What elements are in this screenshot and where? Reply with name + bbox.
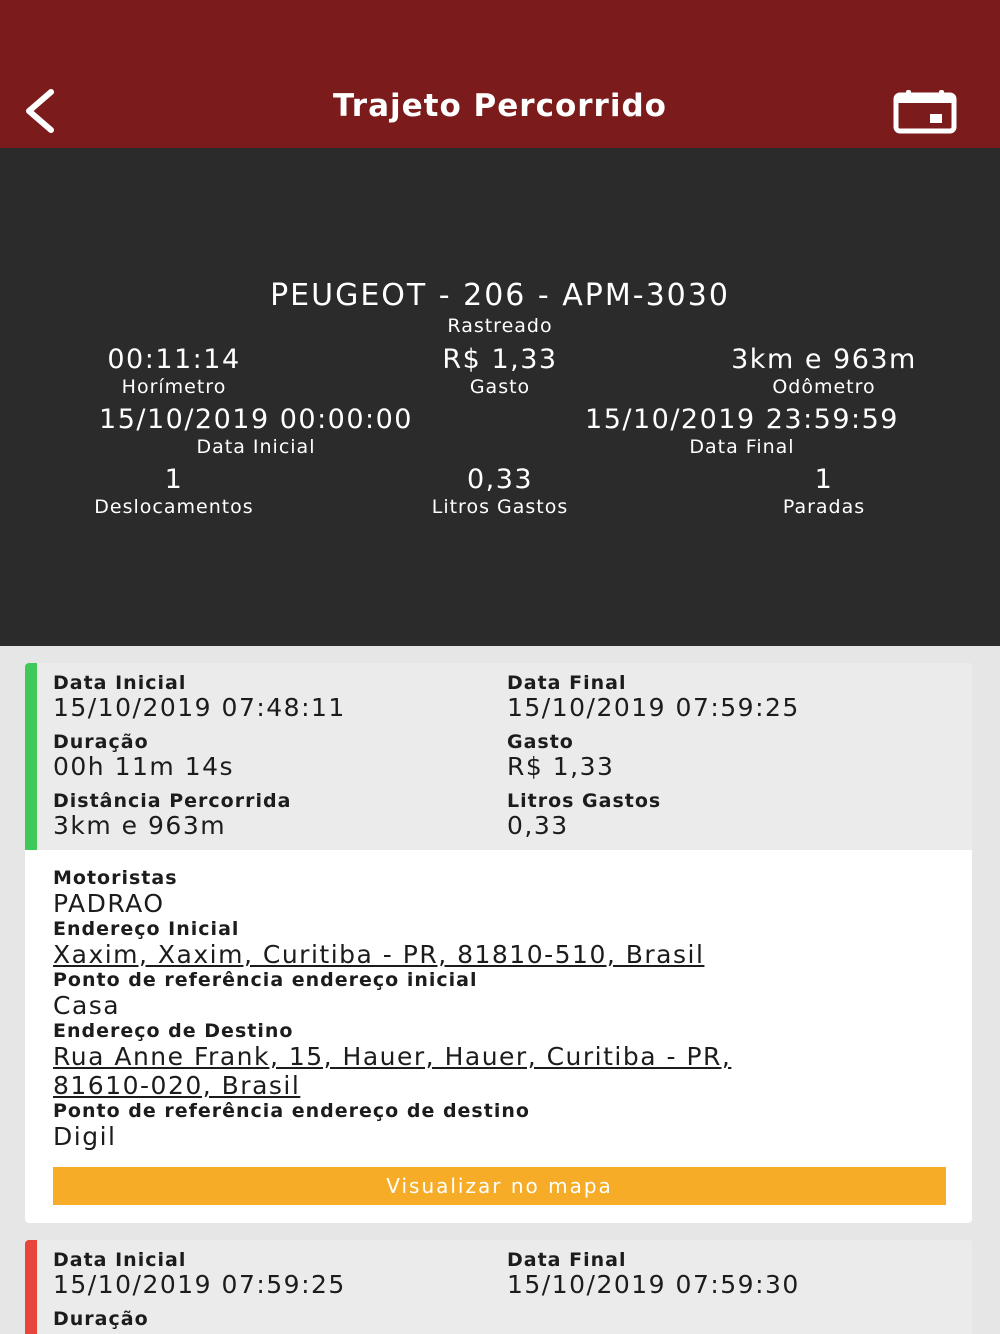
trip-distancia (53, 790, 291, 840)
trip-gasto (507, 731, 614, 781)
stat-litros (350, 464, 650, 518)
stat-data-final (542, 404, 942, 458)
field-label: Motoristas (53, 867, 178, 889)
stat-value: 15/10/2019 23:59:59 (585, 404, 899, 435)
endereco-destino-link[interactable]: 81610-020, Brasil (53, 1071, 301, 1100)
stat-deslocamentos (24, 464, 324, 518)
vehicle-status: Rastreado (447, 315, 553, 337)
field-value: 15/10/2019 07:48:11 (53, 693, 346, 722)
trip-endereco-destino (53, 1020, 731, 1100)
app-header (0, 0, 1000, 148)
field-label: Duração (53, 1308, 149, 1330)
stat-horimetro (24, 344, 324, 398)
stat-value: 15/10/2019 00:00:00 (99, 404, 413, 435)
field-value: 15/10/2019 07:59:25 (53, 1270, 346, 1299)
stat-odometro (674, 344, 974, 398)
trip-card-summary (25, 663, 972, 850)
trip-status-stripe (25, 1240, 37, 1334)
trip-motoristas (53, 867, 178, 918)
trip-endereco-inicial (53, 918, 704, 969)
trip-ref-destino (53, 1100, 530, 1151)
stat-value: 1 (814, 464, 834, 495)
field-value: 15/10/2019 07:59:30 (507, 1270, 800, 1299)
stat-label: Odômetro (772, 376, 876, 398)
calendar-button[interactable] (888, 86, 962, 138)
field-label: Data Inicial (53, 1249, 187, 1271)
stat-label: Data Final (689, 436, 795, 458)
trip-ref-inicial (53, 969, 478, 1020)
trip-data-inicial (53, 672, 346, 722)
stat-label: Data Inicial (196, 436, 316, 458)
trip-card[interactable] (25, 1240, 972, 1334)
trip-litros (507, 790, 661, 840)
field-label: Data Inicial (53, 672, 187, 694)
stat-paradas (674, 464, 974, 518)
field-label: Data Final (507, 1249, 627, 1271)
field-value: 0,33 (507, 811, 569, 840)
field-label: Data Final (507, 672, 627, 694)
calendar-icon (892, 89, 958, 135)
field-label: Duração (53, 731, 149, 753)
stat-value: 1 (164, 464, 184, 495)
field-label: Endereço Inicial (53, 918, 240, 940)
trip-duracao (53, 1308, 149, 1330)
stat-value: 0,33 (466, 464, 534, 495)
field-value: Casa (53, 991, 121, 1020)
page-title: Trajeto Percorrido (333, 88, 667, 124)
field-value: PADRAO (53, 889, 165, 918)
field-label: Ponto de referência endereço inicial (53, 969, 478, 991)
stat-gasto (350, 344, 650, 398)
field-label: Endereço de Destino (53, 1020, 294, 1042)
field-label: Ponto de referência endereço de destino (53, 1100, 530, 1122)
vehicle-title: PEUGEOT - 206 - APM-3030 (270, 278, 730, 313)
stat-label: Gasto (469, 376, 531, 398)
summary-panel (0, 148, 1000, 646)
field-value: Digil (53, 1122, 117, 1151)
field-value: 15/10/2019 07:59:25 (507, 693, 800, 722)
trip-data-final (507, 672, 800, 722)
stat-data-inicial (56, 404, 456, 458)
stat-value: R$ 1,33 (442, 344, 558, 375)
stat-label: Horímetro (121, 376, 227, 398)
trip-card-summary (25, 1240, 972, 1334)
trip-status-stripe (25, 663, 37, 850)
field-value: 3km e 963m (53, 811, 227, 840)
field-label: Gasto (507, 731, 574, 753)
trip-data-inicial (53, 1249, 346, 1299)
stat-label: Deslocamentos (94, 496, 254, 518)
trip-data-final (507, 1249, 800, 1299)
endereco-inicial-link[interactable]: Xaxim, Xaxim, Curitiba - PR, 81810-510, Brasil (53, 940, 705, 969)
stat-label: Paradas (782, 496, 866, 518)
field-value: 00h 11m 14s (53, 752, 235, 781)
view-on-map-button[interactable]: Visualizar no mapa (53, 1167, 946, 1205)
field-value: R$ 1,33 (507, 752, 615, 781)
field-label: Litros Gastos (507, 790, 662, 812)
field-label: Distância Percorrida (53, 790, 292, 812)
stat-label: Litros Gastos (431, 496, 569, 518)
endereco-destino-link[interactable]: Rua Anne Frank, 15, Hauer, Hauer, Curitiba - PR, (53, 1042, 732, 1071)
trip-card[interactable] (25, 663, 972, 1223)
stat-value: 00:11:14 (107, 344, 241, 375)
stat-value: 3km e 963m (731, 344, 917, 375)
trip-duracao (53, 731, 234, 781)
